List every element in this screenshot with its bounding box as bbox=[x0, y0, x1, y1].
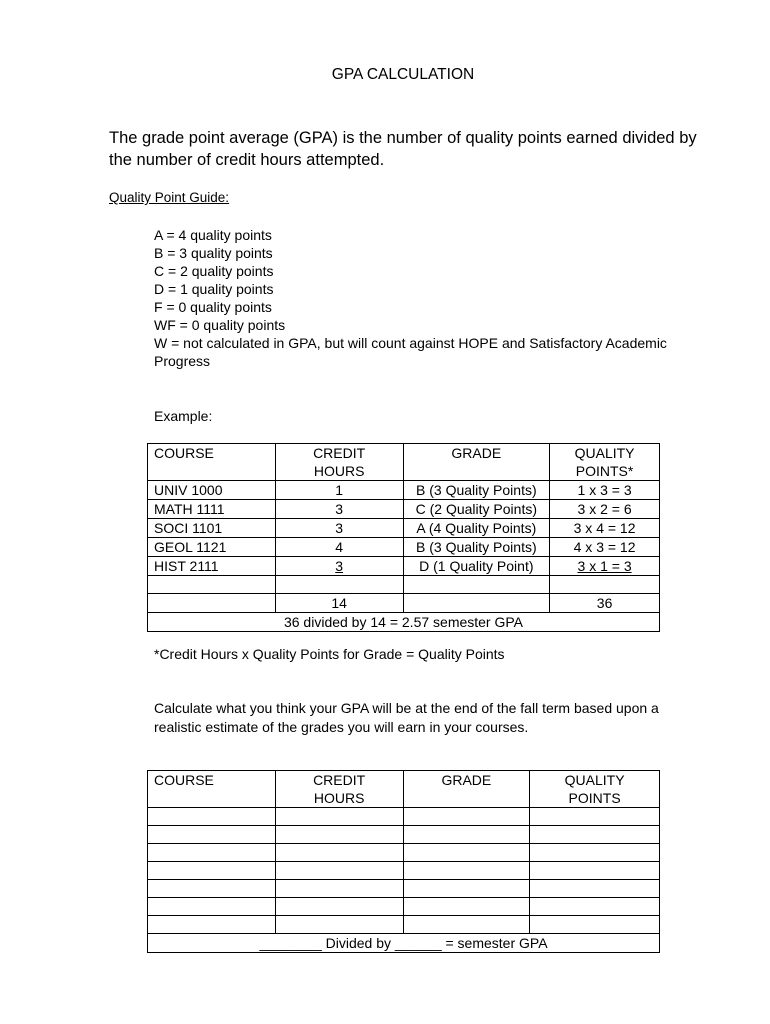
grade-cell: D (1 Quality Point) bbox=[403, 557, 550, 576]
grade-cell[interactable] bbox=[403, 898, 530, 916]
header-qp-line2: POINTS* bbox=[575, 463, 634, 479]
credit-cell: 3 bbox=[275, 500, 403, 519]
header-credit-hours bbox=[275, 444, 403, 481]
credit-cell[interactable] bbox=[275, 898, 403, 916]
quality-points-cell: 4 x 3 = 12 bbox=[550, 538, 660, 557]
instructions: Calculate what you think your GPA will be at the end of the fall term based upon a realistic estimate of the grades you will earn in your courses. bbox=[154, 700, 659, 735]
table-row bbox=[148, 481, 660, 500]
header-credit-line2: HOURS bbox=[313, 463, 365, 479]
quality-point-guide-list bbox=[154, 226, 674, 370]
quality-points-cell: 3 x 1 = 3 bbox=[577, 558, 632, 574]
credit-cell[interactable] bbox=[275, 862, 403, 880]
guide-item-b: B = 3 quality points bbox=[154, 245, 273, 261]
grade-cell[interactable] bbox=[403, 826, 530, 844]
guide-item-f: F = 0 quality points bbox=[154, 299, 272, 315]
course-cell[interactable] bbox=[148, 916, 276, 934]
grade-cell: A (4 Quality Points) bbox=[403, 519, 550, 538]
credit-cell: 3 bbox=[335, 558, 344, 574]
course-cell: MATH 1111 bbox=[148, 500, 276, 519]
table-row bbox=[148, 808, 660, 826]
header-quality-points bbox=[550, 444, 660, 481]
gpa-result: 36 divided by 14 = 2.57 semester GPA bbox=[148, 613, 660, 632]
table-row bbox=[148, 898, 660, 916]
guide-item-w: W = not calculated in GPA, but will count against HOPE and Satisfactory Academic Progress bbox=[154, 335, 667, 369]
quality-points-cell[interactable] bbox=[530, 862, 660, 880]
grade-cell: C (2 Quality Points) bbox=[403, 500, 550, 519]
table-row bbox=[148, 519, 660, 538]
total-credit-hours: 14 bbox=[275, 594, 403, 613]
table-row bbox=[148, 500, 660, 519]
empty-cell bbox=[148, 576, 276, 594]
table-row bbox=[148, 826, 660, 844]
quality-point-guide-heading: Quality Point Guide: bbox=[109, 190, 230, 205]
grade-cell[interactable] bbox=[403, 808, 530, 826]
guide-item-d: D = 1 quality points bbox=[154, 281, 274, 297]
credit-cell[interactable] bbox=[275, 916, 403, 934]
gpa-formula: ________ Divided by ______ = semester GPA bbox=[148, 934, 660, 953]
table-row bbox=[148, 916, 660, 934]
header-quality-points bbox=[530, 771, 660, 808]
course-cell[interactable] bbox=[148, 826, 276, 844]
credit-cell[interactable] bbox=[275, 844, 403, 862]
header-credit-line1: CREDIT bbox=[313, 772, 366, 788]
credit-cell[interactable] bbox=[275, 808, 403, 826]
grade-cell[interactable] bbox=[403, 880, 530, 898]
credit-cell[interactable] bbox=[275, 826, 403, 844]
header-qp-line2: POINTS bbox=[568, 790, 621, 806]
footnote: *Credit Hours x Quality Points for Grade = Quality Points bbox=[154, 646, 505, 662]
total-quality-points: 36 bbox=[550, 594, 660, 613]
quality-points-cell: 3 x 2 = 6 bbox=[550, 500, 660, 519]
table-row bbox=[148, 862, 660, 880]
course-cell[interactable] bbox=[148, 808, 276, 826]
header-course: COURSE bbox=[148, 444, 276, 481]
grade-cell: B (3 Quality Points) bbox=[403, 481, 550, 500]
intro-paragraph: The grade point average (GPA) is the number of quality points earned divided by the number of credit hours attempted. bbox=[109, 129, 697, 169]
credit-cell: 4 bbox=[275, 538, 403, 557]
quality-points-cell[interactable] bbox=[530, 898, 660, 916]
grade-cell[interactable] bbox=[403, 844, 530, 862]
quality-points-cell[interactable] bbox=[530, 880, 660, 898]
course-cell: GEOL 1121 bbox=[148, 538, 276, 557]
quality-points-cell[interactable] bbox=[530, 844, 660, 862]
quality-points-cell-wrap bbox=[550, 557, 660, 576]
quality-points-cell[interactable] bbox=[530, 808, 660, 826]
blank-gpa-worksheet-table bbox=[147, 770, 660, 953]
quality-points-cell[interactable] bbox=[530, 916, 660, 934]
table-row bbox=[148, 538, 660, 557]
header-credit-line2: HOURS bbox=[313, 790, 365, 806]
credit-cell-wrap bbox=[275, 557, 403, 576]
credit-cell: 3 bbox=[275, 519, 403, 538]
example-label: Example: bbox=[154, 408, 213, 424]
page-title: GPA CALCULATION bbox=[331, 66, 475, 83]
header-credit-hours bbox=[275, 771, 403, 808]
course-cell: UNIV 1000 bbox=[148, 481, 276, 500]
table-header-row bbox=[148, 444, 660, 481]
grade-cell[interactable] bbox=[403, 862, 530, 880]
guide-item-a: A = 4 quality points bbox=[154, 227, 272, 243]
course-cell: SOCI 1101 bbox=[148, 519, 276, 538]
header-course: COURSE bbox=[148, 771, 276, 808]
empty-cell bbox=[550, 576, 660, 594]
credit-cell: 1 bbox=[275, 481, 403, 500]
quality-points-cell[interactable] bbox=[530, 826, 660, 844]
grade-cell[interactable] bbox=[403, 916, 530, 934]
course-cell[interactable] bbox=[148, 898, 276, 916]
quality-points-cell: 1 x 3 = 3 bbox=[550, 481, 660, 500]
header-grade: GRADE bbox=[403, 444, 550, 481]
totals-row bbox=[148, 594, 660, 613]
credit-cell[interactable] bbox=[275, 880, 403, 898]
header-qp-line1: QUALITY bbox=[574, 445, 635, 461]
table-row bbox=[148, 880, 660, 898]
empty-cell bbox=[403, 576, 550, 594]
course-cell[interactable] bbox=[148, 844, 276, 862]
formula-row bbox=[148, 934, 660, 953]
empty-cell bbox=[148, 594, 276, 613]
course-cell: HIST 2111 bbox=[148, 557, 276, 576]
result-row bbox=[148, 613, 660, 632]
header-qp-line1: QUALITY bbox=[564, 772, 625, 788]
guide-item-wf: WF = 0 quality points bbox=[154, 317, 286, 333]
header-grade: GRADE bbox=[403, 771, 530, 808]
empty-cell bbox=[275, 576, 403, 594]
table-header-row bbox=[148, 771, 660, 808]
table-row bbox=[148, 844, 660, 862]
empty-row bbox=[148, 576, 660, 594]
grade-cell: B (3 Quality Points) bbox=[403, 538, 550, 557]
guide-item-c: C = 2 quality points bbox=[154, 263, 274, 279]
quality-points-cell: 3 x 4 = 12 bbox=[550, 519, 660, 538]
course-cell[interactable] bbox=[148, 880, 276, 898]
example-gpa-table bbox=[147, 443, 660, 632]
header-credit-line1: CREDIT bbox=[313, 445, 366, 461]
empty-cell bbox=[403, 594, 550, 613]
table-row bbox=[148, 557, 660, 576]
course-cell[interactable] bbox=[148, 862, 276, 880]
